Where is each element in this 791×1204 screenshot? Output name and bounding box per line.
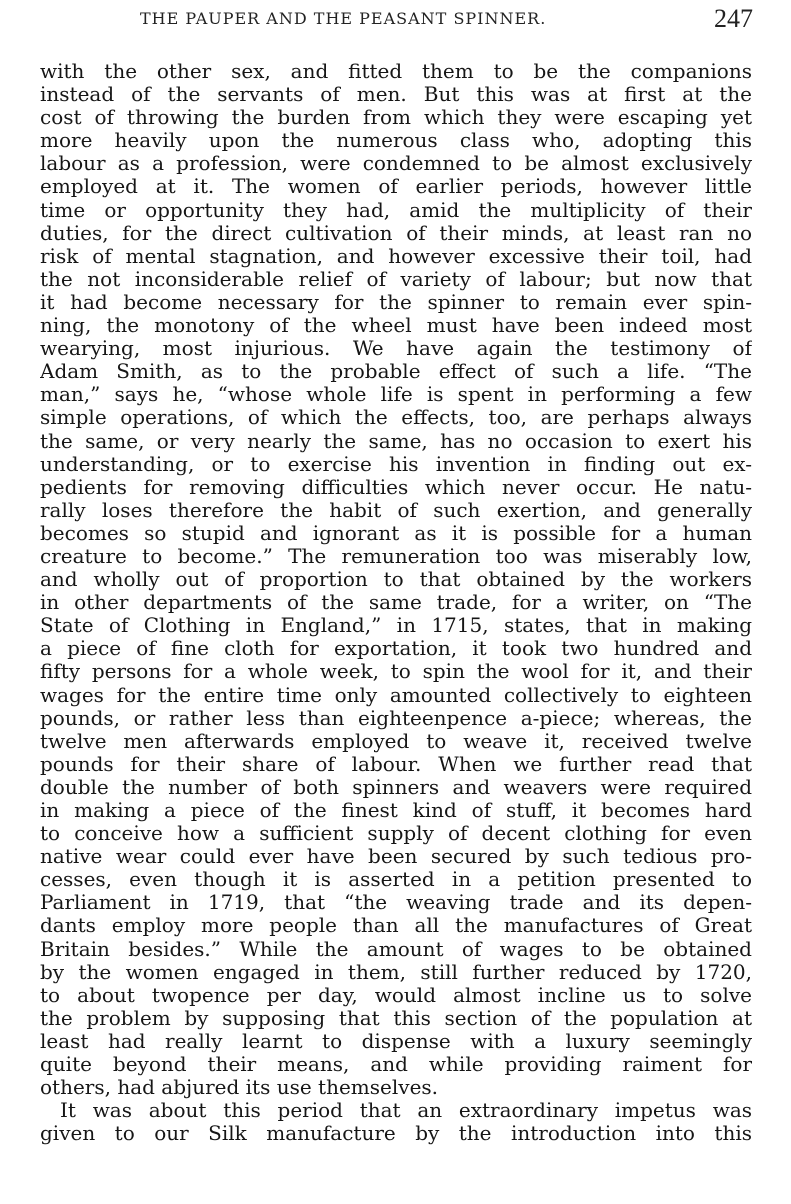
text-line: by the women engaged in them, still further reduced by 1720,	[40, 960, 752, 984]
text-line: others, had abjured its use themselves.	[40, 1076, 439, 1100]
page-number: 247	[714, 4, 753, 33]
text-line: wearying, most injurious. We have again the testimony of	[40, 337, 752, 361]
text-line: and wholly out of proportion to that obtained by the workers	[40, 568, 752, 592]
text-line: to conceive how a sufficient supply of decent clothing for even	[40, 822, 752, 846]
text-line: wages for the entire time only amounted collectively to eighteen	[40, 683, 752, 707]
text-line: it had become necessary for the spinner to remain ever spin-	[40, 290, 752, 314]
text-line: pounds, or rather less than eighteenpence a-piece; whereas, the	[40, 706, 752, 730]
text-line: twelve men afterwards employed to weave it, received twelve	[40, 729, 752, 753]
text-line: rally loses therefore the habit of such exertion, and generally	[40, 498, 752, 522]
text-line: time or opportunity they had, amid the multiplicity of their	[40, 198, 752, 222]
text-line: pounds for their share of labour. When we further read that	[40, 752, 752, 776]
text-line: risk of mental stagnation, and however excessive their toil, had	[40, 244, 752, 268]
text-line: simple operations, of which the effects, too, are perhaps always	[40, 406, 752, 430]
text-line: given to our Silk manufacture by the introduction into this	[40, 1122, 752, 1146]
text-line: pedients for removing difficulties which never occur. He natu-	[40, 475, 752, 499]
text-line: dants employ more people than all the manufactures of Great	[40, 914, 752, 938]
text-line: the problem by supposing that this section of the population at	[40, 1006, 752, 1030]
text-line: fifty persons for a whole week, to spin the wool for it, and their	[40, 660, 752, 684]
text-line: least had really learnt to dispense with a luxury seemingly	[40, 1029, 752, 1053]
text-line: labour as a profession, were condemned to be almost exclusively	[40, 152, 752, 176]
text-line: quite beyond their means, and while providing raiment for	[40, 1053, 752, 1077]
text-line: Adam Smith, as to the probable effect of such a life. “The	[40, 360, 752, 384]
text-line: more heavily upon the numerous class who, adopting this	[40, 129, 752, 153]
text-line: cost of throwing the burden from which they were escaping yet	[40, 106, 752, 130]
text-line: the same, or very nearly the same, has no occasion to exert his	[40, 429, 752, 453]
text-line: becomes so stupid and ignorant as it is possible for a human	[40, 521, 752, 545]
text-line: a piece of fine cloth for exportation, it took two hundred and	[40, 637, 752, 661]
text-line: cesses, even though it is asserted in a petition presented to	[40, 868, 752, 892]
text-line: man,” says he, “whose whole life is spent in performing a few	[40, 383, 752, 407]
text-line: native wear could ever have been secured by such tedious pro-	[40, 845, 752, 869]
text-line: with the other sex, and fitted them to be the companions	[40, 60, 752, 83]
text-line: in making a piece of the finest kind of stuff, it becomes hard	[40, 799, 752, 822]
text-line: It was about this period that an extraordinary impetus was	[60, 1099, 752, 1123]
text-line: double the number of both spinners and weavers were required	[40, 775, 752, 799]
text-line: employed at it. The women of earlier periods, however little	[40, 175, 752, 199]
text-line: the not inconsiderable relief of variety of labour; but now that	[40, 267, 752, 291]
text-line: duties, for the direct cultivation of their minds, at least ran no	[40, 221, 752, 245]
text-line: in other departments of the same trade, for a writer, on “The	[40, 591, 752, 615]
text-line: Britain besides.” While the amount of wages to be obtained	[40, 937, 752, 961]
text-line: understanding, or to exercise his invention in finding out ex-	[40, 452, 752, 476]
text-line: ning, the monotony of the wheel must have been indeed most	[40, 314, 752, 338]
text-line: State of Clothing in England,” in 1715, states, that in making	[40, 614, 752, 638]
text-line: to about twopence per day, would almost incline us to solve	[40, 983, 752, 1007]
body-text	[40, 60, 752, 1145]
running-title: THE PAUPER AND THE PEASANT SPINNER.	[140, 9, 547, 28]
text-line: instead of the servants of men. But this was at first at the	[40, 83, 752, 107]
text-line: Parliament in 1719, that “the weaving trade and its depen-	[40, 891, 752, 915]
text-line: creature to become.” The remuneration too was miserably low,	[40, 544, 752, 568]
